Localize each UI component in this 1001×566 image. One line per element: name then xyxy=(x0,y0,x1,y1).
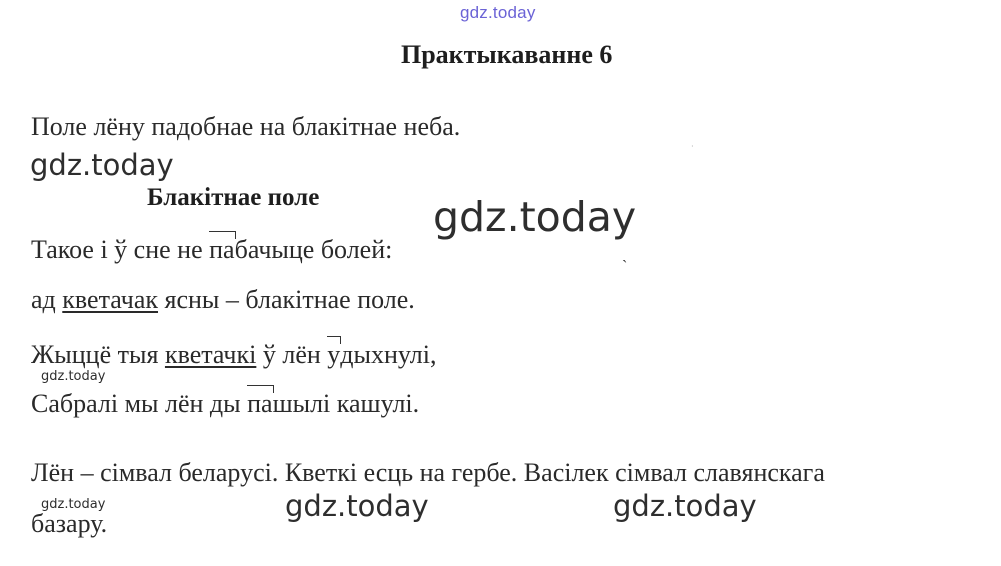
underlined-word-1: кветачак xyxy=(62,285,159,314)
poem-line-3-start: Жыццё тыя xyxy=(31,340,165,369)
watermark-left: gdz.today xyxy=(30,148,174,182)
poem-line-4-end: шылі кашулі. xyxy=(272,389,420,418)
poem-line-3-middle: ў лён xyxy=(256,340,328,369)
underlined-word-2: кветачкі xyxy=(164,340,257,369)
prefix-mark-1: па xyxy=(209,235,235,264)
watermark-center: gdz.today xyxy=(433,193,637,241)
prefix-mark-2: у xyxy=(327,340,341,369)
poem-line-1 xyxy=(31,235,392,265)
watermark-small-1: gdz.today xyxy=(41,369,106,384)
watermark-top: gdz.today xyxy=(460,3,536,22)
poem-line-4-start: Сабралі мы лён ды xyxy=(31,389,248,418)
watermark-small-2: gdz.today xyxy=(41,497,106,512)
exercise-title: Практыкаванне 6 xyxy=(401,40,613,69)
poem-line-1-end: бачыце болей: xyxy=(234,235,393,264)
poem-line-2 xyxy=(31,285,415,315)
poem-line-2-end: ясны – блакітнае поле. xyxy=(158,285,415,314)
watermark-bottom-right: gdz.today xyxy=(613,489,757,523)
poem-line-2-start: ад xyxy=(31,285,63,314)
poem-line-3 xyxy=(31,340,436,370)
poem-line-1-start: Такое і ў сне не xyxy=(31,235,210,264)
sentence-1: Поле лёну падобнае на блакітнае неба. xyxy=(31,112,461,141)
watermark-bottom-middle: gdz.today xyxy=(285,489,429,523)
poem-title: Блакітнае поле xyxy=(147,184,320,211)
paragraph-line-1: Лён – сімвал беларусі. Кветкі есць на гербе. Васілек сімвал славянскага xyxy=(31,458,825,487)
prefix-mark-3: па xyxy=(247,389,273,418)
stress-tick: ˋ xyxy=(622,258,628,275)
poem-line-3-end: дыхнулі, xyxy=(340,340,437,369)
poem-line-4 xyxy=(31,389,419,419)
paragraph-line-2: базару. xyxy=(31,509,108,538)
speck-mark: · xyxy=(691,142,694,151)
